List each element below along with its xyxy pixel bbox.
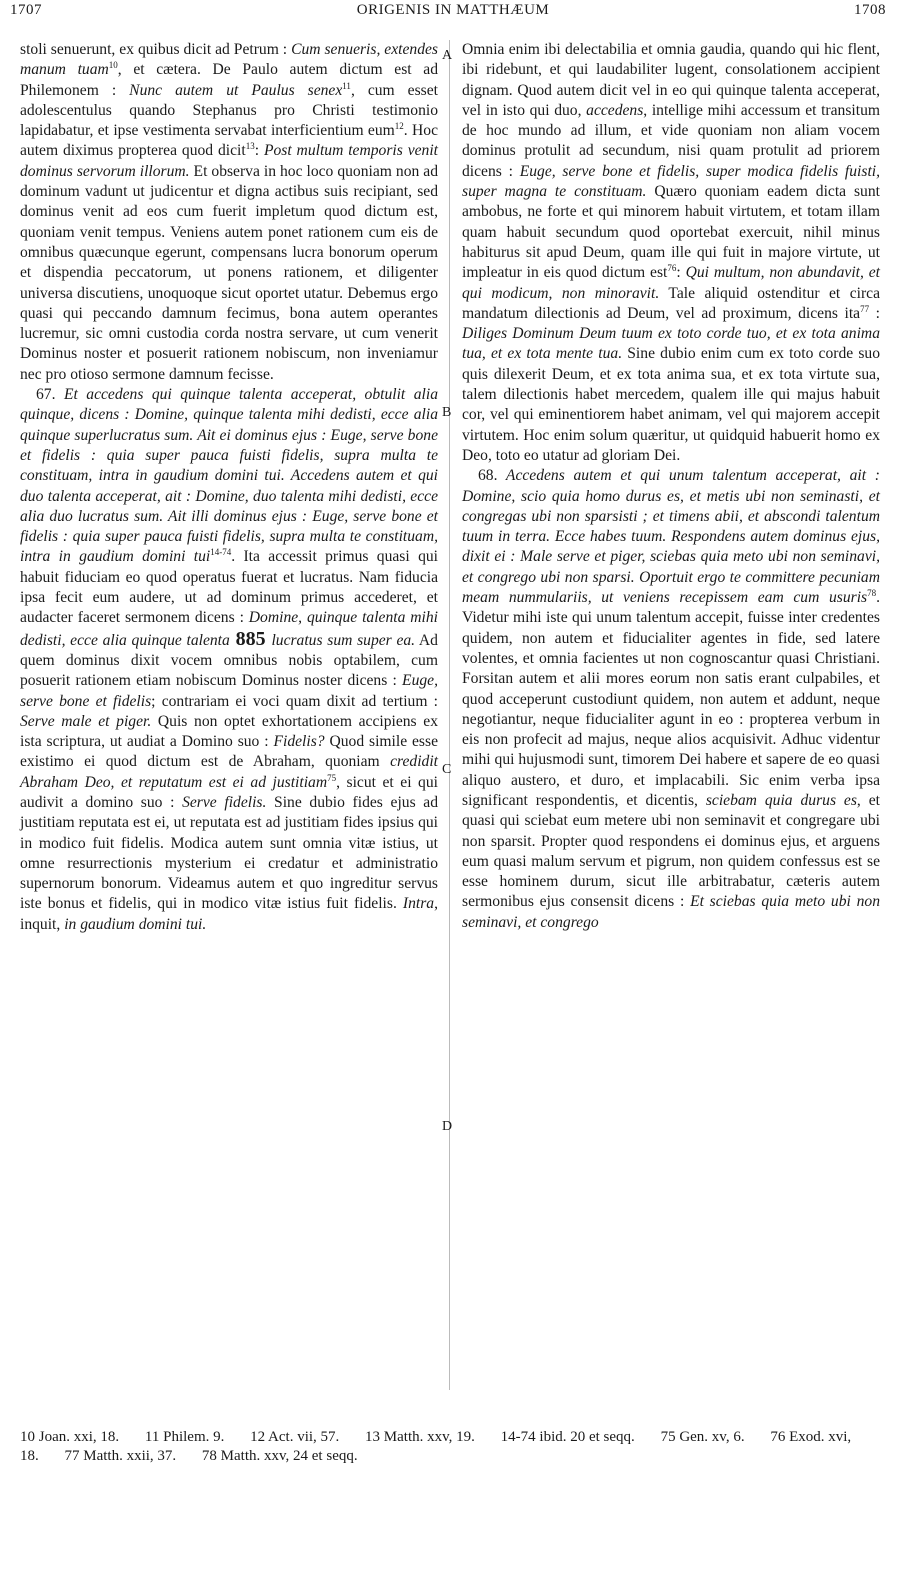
footnote-ref: 76 (667, 263, 677, 274)
paragraph-68 (462, 466, 880, 933)
footnote-ref: 75 (327, 772, 337, 783)
footnote-ref: 13 (245, 141, 255, 152)
footnote-ref: 11 (342, 80, 351, 91)
italic-text: Intra (402, 895, 435, 913)
footnote: 77 Matth. xxii, 37. (64, 1448, 177, 1464)
footnote-ref: 77 (860, 303, 870, 314)
italic-text: in gaudium domini tui. (64, 915, 207, 933)
text-run: : (869, 304, 881, 322)
text-run: . Videtur mihi iste qui unum talentum accepit, fuisse inter credentes quidem, non autem et fiducialiter agentes in fide, sed latere volentes, et omnia facientes ut non cognoscantur quasi Christiani. Forsitan autem et alii mores eorum non satis erant culpabiles, et quod acceperunt custodiunt quidem, non autem et addunt, neque negotiantur, neque fiducialiter agunt in eo : propterea verbum in eis non profecit ad majus, neque alios acquisivit. Adhuc videntur mihi qui hujusmodi sunt, timorem Dei habere et sapere de eo quasi aliquo austero, et duro, et implacabili. Sic enim verba ipsa significant respondentis, et dicentis, (462, 589, 880, 809)
margin-mark-c: C (442, 762, 452, 777)
footnote: 13 Matth. xxv, 19. (365, 1429, 475, 1445)
italic-text: Serve male et piger. (20, 712, 152, 730)
text-run: Quæro quoniam eadem dicta sunt ambobus, ne forte et qui minorem habuit virtutem, et totam illam quam habuit secundum quod oportebat exercuit, nihil minus habiturus sit apud Deum, quam ille qui fuit in majore virtute, ut impleatur in eis quod dictum est (462, 183, 880, 282)
italic-text: credidit Abraham Deo, et reputatum est ei ad justitiam (20, 753, 438, 791)
text-run: stoli senuerunt, ex quibus dicit ad Petrum : (20, 41, 292, 58)
italic-text: Nunc autem ut Paulus senex (129, 81, 343, 99)
italic-text: Et sciebas quia meto ubi non seminavi, et congrego (462, 893, 881, 931)
page-number-right: 1708 (854, 2, 886, 18)
footnote: 78 Matth. xxv, 24 et seqq. (201, 1448, 358, 1464)
paragraph-continuation (20, 40, 438, 385)
text-run: Sine dubio enim cum ex toto corde suo quis dilexerit Deum, et ex tota anima sua, et ex tota virtute sua, talem dilectionis habet mercedem, qualem ille qui majus habuit cor, vel qui eminentiorem habet animam, vel qui majorem accepit virtutem. Hoc enim solum quæritur, ut quidquid habuerit homo ex Deo, toto eo utatur ad gloriam Dei. (462, 345, 880, 464)
page-header (0, 2, 906, 24)
text-run: , et cætera. De Paulo autem dictum est ad Philemonem : (20, 61, 439, 99)
italic-text: Qui multum, non abundavit, et qui modicum, non minoravit. (462, 264, 880, 302)
italic-text: accedens (586, 101, 644, 119)
paragraph-continuation (462, 40, 880, 466)
italic-text: Accedens autem et qui unum talentum acceperat, ait : Domine, scio quia homo durus es, et metis ubi non seminasti, et congregas ubi non sparsisti ; et timens abii, et abscondi talentum tuum in terra. Ecce habes tuum. Respondens autem dominus ejus, dixit ei : Male serve et piger, sciebas quia meto ubi non seminavi, et congrego ubi non sparsi. Oportuit ergo te committere pecuniam meam nummulariis, ut veniens recepissem eam cum usuris (462, 467, 880, 607)
footnote: 75 Gen. xv, 6. (660, 1429, 745, 1445)
page-number-left: 1707 (10, 2, 42, 18)
margin-mark-b: B (442, 405, 452, 420)
footnote: 11 Philem. 9. (144, 1429, 225, 1445)
running-title: ORIGENIS IN MATTHÆUM (356, 2, 550, 18)
section-number: 67. (36, 386, 56, 404)
column-divider (449, 40, 450, 1390)
text-run: Tale aliquid ostenditur et circa mandatum dilectionis ad Deum, vel ad proximum, dicens ita (462, 284, 880, 322)
italic-text: sciebam quia durus es (705, 791, 857, 809)
italic-text: Fidelis? (273, 733, 325, 751)
text-run: Sine dubio fides ejus ad justitiam reputata est ei, ut reputata est ad justitiam fides ipsius qui in modico fuit fidelis. Modica autem sunt omnia vitæ istius, ut omne resurrectionis mysterium ei credatur et administratio supernorum bonorum. Videamus autem et quo ingreditur servus iste bonus et fidelis, qui in modico vitæ istius fuit fidelis. (20, 793, 438, 913)
section-number: 68. (478, 467, 498, 485)
text-run: Et observa in hoc loco quoniam non ad dominum vadunt ut judicentur et digna actibus suis recipiant, sed dominus venit ad eos cum fuerit impletum quod dictum est, quoniam venit tempus. Veniens autem ponet rationem cum eis de omnibus quæcunque egerunt, compensans lucra bonorum operum et dispendia peccatorum, ut ponens rationem, et diligenter universa discutiens, unoquoque sicut oportet utatur. Debemus ergo quasi qui peccando damnum fecimus, bona autem operantes lucremur, sic omni custodia corda nostra servare, ut cum venerit Dominus noster et posuerit rationem nobiscum, non inveniamur nec pro otioso sermone damnum fecisse. (20, 162, 438, 383)
italic-text: Serve fidelis. (182, 793, 267, 811)
text-run: . Hoc autem diximus propterea quod dicit (20, 122, 438, 160)
footnote-ref: 14-74 (210, 547, 232, 558)
text-run: ; contrariam ei voci quam dixit ad tertium : (151, 692, 439, 710)
italic-text: Euge, serve bone et fidelis (20, 672, 438, 710)
margin-mark-d: D (442, 1119, 453, 1134)
text-run: . Ita accessit primus quasi qui habuit fiduciam eo quod operatus fuerat et lucratus. Nam fiducia ipsa fecit eum audere, ut ad dominum primus accederet, et audacter faceret sermonem dicens : (20, 548, 438, 627)
text-run: , inquit, (20, 895, 438, 933)
column-number: 885 (229, 627, 272, 650)
text-run: Quod simile esse existimo ei quod dictum est de Abraham, quoniam (20, 733, 438, 771)
margin-mark-a: A (442, 48, 453, 63)
footnote-ref: 78 (867, 587, 877, 598)
footnote-ref: 12 (394, 121, 404, 131)
text-run: Quis non optet exhortationem accipiens ex ista scriptura, ut audiat a Domino suo : (20, 712, 438, 751)
italic-text: Post multum temporis venit dominus servorum illorum. (20, 142, 438, 180)
italic-text: Domine, quinque talenta mihi dedisti, ecce alia quinque talenta (20, 609, 439, 649)
italic-text: Cum senueris, extendes manum tuam (20, 41, 438, 79)
paragraph-body (20, 386, 438, 933)
italic-text: Diliges Dominum Deum tuum ex toto corde tuo, et ex tota anima tua, et ex tota mente tua. (462, 325, 880, 363)
footnote-ref: 10 (108, 60, 118, 71)
footnote: 12 Act. vii, 57. (250, 1429, 340, 1445)
paragraph-body (462, 467, 880, 931)
footnote: 10 Joan. xxi, 18. (20, 1429, 120, 1445)
text-run: : (254, 142, 264, 160)
italic-text: Euge, serve bone et fidelis, super modica fidelis fuisti, super magna te constituam. (462, 162, 881, 201)
text-run: Ad quem dominus dixit vocem omnibus nobis optabilem, cum posuerit rationem etiam nobiscum Dominus noster dicens : (20, 631, 438, 690)
text-run: : (676, 264, 686, 282)
right-column (462, 40, 880, 933)
left-column (20, 40, 438, 935)
italic-text: lucratus sum super ea. (271, 631, 416, 649)
italic-text: Et accedens qui quinque talenta acceperat, obtulit alia quinque, dicens : Domine, quinque talenta mihi dedisti, ecce alia quinque superlucratus sum. Ait ei dominus ejus : Euge, serve bone et fidelis : quia super pauca fuisti fidelis, supra multa te constituam, intra in gaudium domini tui. Accedens autem et qui duo talenta acceperat, ait : Domine, duo talenta mihi dedisti, ecce alia duo lucratus sum. Ait illi dominus ejus : Euge, serve bone et fidelis : quia super pauca fuisti fidelis, supra multa te constituam, intra in gaudium domini tui (20, 386, 438, 566)
text-run: , et quasi qui sciebat eum metere ubi non seminavit et congregare ubi non sparsit. Propter quod respondens ei dominus ejus, et arguens eum quasi malum servum et pigrum, non quidem confessus est se esse hominem durum, sicut ille arbitrabatur, cæteris autem sermonibus ejus consensit dicens : (462, 791, 880, 911)
paragraph-67 (20, 385, 438, 935)
footnote: 76 Exod. xvi, 18. (20, 1429, 852, 1464)
footnote: 14-74 ibid. 20 et seqq. (500, 1429, 635, 1445)
text-run: , cum esset adolescentulus quando Stephanus pro Christi testimonio lapidabatur, et ipse vestimenta servabat interficientium eum (20, 81, 438, 140)
text-run: , sicut et ei qui audivit a domino suo : (20, 773, 438, 811)
text-run: , intellige mihi accessum et transitum de hoc mundo ad illum, et vide quoniam non aliam vocem dominus protulit ad secundum, nisi quam protulit ad priorem dicens : (462, 101, 880, 180)
footnotes (20, 1428, 886, 1466)
text-run: Omnia enim ibi delectabilia et omnia gaudia, quando qui hic flent, ibi ridebunt, et qui laudabiliter lugent, consolationem accipient dignam. Quod autem dicit vel in eo qui quinque talenta acceperat, vel in isto qui duo, (462, 41, 880, 119)
